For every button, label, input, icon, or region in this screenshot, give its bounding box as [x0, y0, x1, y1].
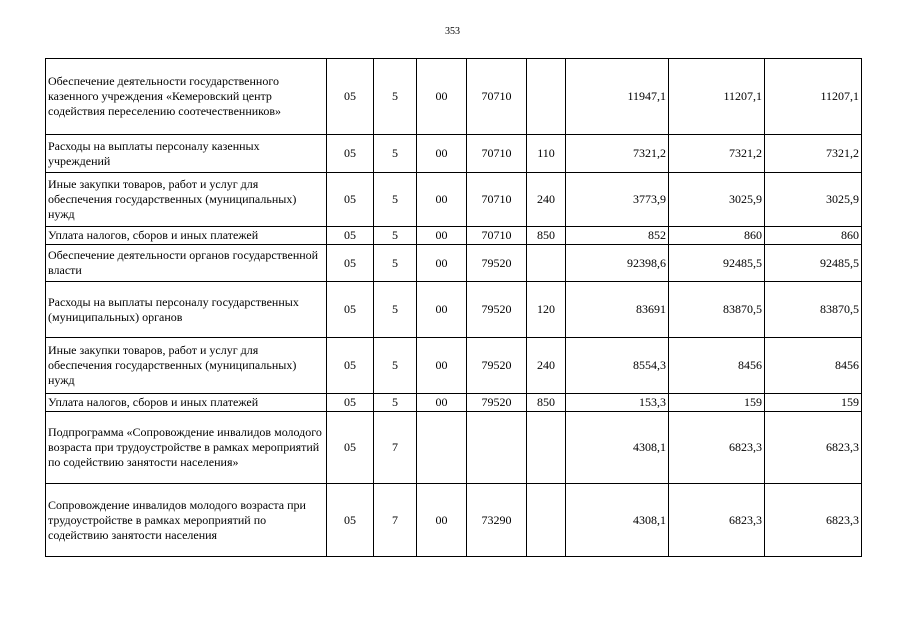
program-code-cell: 00 — [417, 282, 467, 338]
expense-type-cell: 850 — [527, 394, 566, 412]
expense-type-cell: 240 — [527, 173, 566, 227]
row-name-cell: Уплата налогов, сборов и иных платежей — [46, 394, 327, 412]
target-code-cell: 70710 — [467, 227, 527, 245]
target-code-cell: 79520 — [467, 282, 527, 338]
budget-table — [45, 58, 862, 557]
amount-year-3-cell: 92485,5 — [765, 245, 862, 282]
row-name-cell: Обеспечение деятельности государственного казенного учреждения «Кемеровский центр содействия переселению соотечественников» — [46, 59, 327, 135]
amount-year-3-cell: 159 — [765, 394, 862, 412]
amount-year-1-cell: 3773,9 — [566, 173, 669, 227]
amount-year-1-cell: 4308,1 — [566, 484, 669, 557]
section-code-cell: 05 — [327, 412, 374, 484]
subsection-code-cell: 5 — [374, 59, 417, 135]
amount-year-2-cell: 6823,3 — [669, 484, 765, 557]
amount-year-2-cell: 3025,9 — [669, 173, 765, 227]
amount-year-2-cell: 860 — [669, 227, 765, 245]
subsection-code-cell: 5 — [374, 338, 417, 394]
row-name-cell: Расходы на выплаты персоналу казенных учреждений — [46, 135, 327, 173]
program-code-cell: 00 — [417, 394, 467, 412]
amount-year-2-cell: 83870,5 — [669, 282, 765, 338]
amount-year-3-cell: 7321,2 — [765, 135, 862, 173]
table-row — [46, 394, 862, 412]
section-code-cell: 05 — [327, 282, 374, 338]
amount-year-3-cell: 6823,3 — [765, 484, 862, 557]
table-row — [46, 245, 862, 282]
subsection-code-cell: 5 — [374, 282, 417, 338]
section-code-cell: 05 — [327, 227, 374, 245]
amount-year-1-cell: 7321,2 — [566, 135, 669, 173]
page-number: 353 — [445, 26, 460, 37]
amount-year-2-cell: 6823,3 — [669, 412, 765, 484]
subsection-code-cell: 5 — [374, 394, 417, 412]
target-code-cell: 70710 — [467, 135, 527, 173]
expense-type-cell: 120 — [527, 282, 566, 338]
amount-year-3-cell: 860 — [765, 227, 862, 245]
section-code-cell: 05 — [327, 245, 374, 282]
expense-type-cell — [527, 59, 566, 135]
amount-year-1-cell: 4308,1 — [566, 412, 669, 484]
section-code-cell: 05 — [327, 59, 374, 135]
expense-type-cell: 850 — [527, 227, 566, 245]
table-row — [46, 59, 862, 135]
section-code-cell: 05 — [327, 484, 374, 557]
row-name-cell: Иные закупки товаров, работ и услуг для обеспечения государственных (муниципальных) нужд — [46, 173, 327, 227]
program-code-cell: 00 — [417, 245, 467, 282]
subsection-code-cell: 7 — [374, 412, 417, 484]
subsection-code-cell: 5 — [374, 173, 417, 227]
expense-type-cell — [527, 412, 566, 484]
row-name-cell: Сопровождение инвалидов молодого возраста при трудоустройстве в рамках мероприятий по содействию занятости населения — [46, 484, 327, 557]
amount-year-2-cell: 7321,2 — [669, 135, 765, 173]
subsection-code-cell: 7 — [374, 484, 417, 557]
amount-year-1-cell: 92398,6 — [566, 245, 669, 282]
target-code-cell — [467, 412, 527, 484]
expense-type-cell — [527, 245, 566, 282]
expense-type-cell — [527, 484, 566, 557]
target-code-cell: 73290 — [467, 484, 527, 557]
program-code-cell — [417, 412, 467, 484]
program-code-cell: 00 — [417, 59, 467, 135]
target-code-cell: 70710 — [467, 59, 527, 135]
program-code-cell: 00 — [417, 135, 467, 173]
program-code-cell: 00 — [417, 227, 467, 245]
amount-year-3-cell: 11207,1 — [765, 59, 862, 135]
amount-year-2-cell: 8456 — [669, 338, 765, 394]
row-name-cell: Расходы на выплаты персоналу государственных (муниципальных) органов — [46, 282, 327, 338]
subsection-code-cell: 5 — [374, 245, 417, 282]
program-code-cell: 00 — [417, 484, 467, 557]
amount-year-1-cell: 83691 — [566, 282, 669, 338]
amount-year-3-cell: 3025,9 — [765, 173, 862, 227]
section-code-cell: 05 — [327, 338, 374, 394]
amount-year-1-cell: 852 — [566, 227, 669, 245]
amount-year-1-cell: 8554,3 — [566, 338, 669, 394]
section-code-cell: 05 — [327, 394, 374, 412]
expense-type-cell: 240 — [527, 338, 566, 394]
expense-type-cell: 110 — [527, 135, 566, 173]
amount-year-1-cell: 153,3 — [566, 394, 669, 412]
table-row — [46, 282, 862, 338]
program-code-cell: 00 — [417, 173, 467, 227]
row-name-cell: Обеспечение деятельности органов государственной власти — [46, 245, 327, 282]
amount-year-1-cell: 11947,1 — [566, 59, 669, 135]
row-name-cell: Уплата налогов, сборов и иных платежей — [46, 227, 327, 245]
subsection-code-cell: 5 — [374, 135, 417, 173]
table-row — [46, 484, 862, 557]
table-row — [46, 135, 862, 173]
target-code-cell: 79520 — [467, 338, 527, 394]
table-row — [46, 227, 862, 245]
section-code-cell: 05 — [327, 173, 374, 227]
row-name-cell: Иные закупки товаров, работ и услуг для обеспечения государственных (муниципальных) нужд — [46, 338, 327, 394]
table-row — [46, 412, 862, 484]
target-code-cell: 70710 — [467, 173, 527, 227]
amount-year-2-cell: 159 — [669, 394, 765, 412]
amount-year-3-cell: 83870,5 — [765, 282, 862, 338]
subsection-code-cell: 5 — [374, 227, 417, 245]
target-code-cell: 79520 — [467, 394, 527, 412]
program-code-cell: 00 — [417, 338, 467, 394]
section-code-cell: 05 — [327, 135, 374, 173]
row-name-cell: Подпрограмма «Сопровождение инвалидов молодого возраста при трудоустройстве в рамках мероприятий по содействию занятости населения» — [46, 412, 327, 484]
amount-year-3-cell: 6823,3 — [765, 412, 862, 484]
table-row — [46, 173, 862, 227]
target-code-cell: 79520 — [467, 245, 527, 282]
table-row — [46, 338, 862, 394]
amount-year-2-cell: 11207,1 — [669, 59, 765, 135]
amount-year-3-cell: 8456 — [765, 338, 862, 394]
budget-table-body — [46, 59, 862, 557]
amount-year-2-cell: 92485,5 — [669, 245, 765, 282]
